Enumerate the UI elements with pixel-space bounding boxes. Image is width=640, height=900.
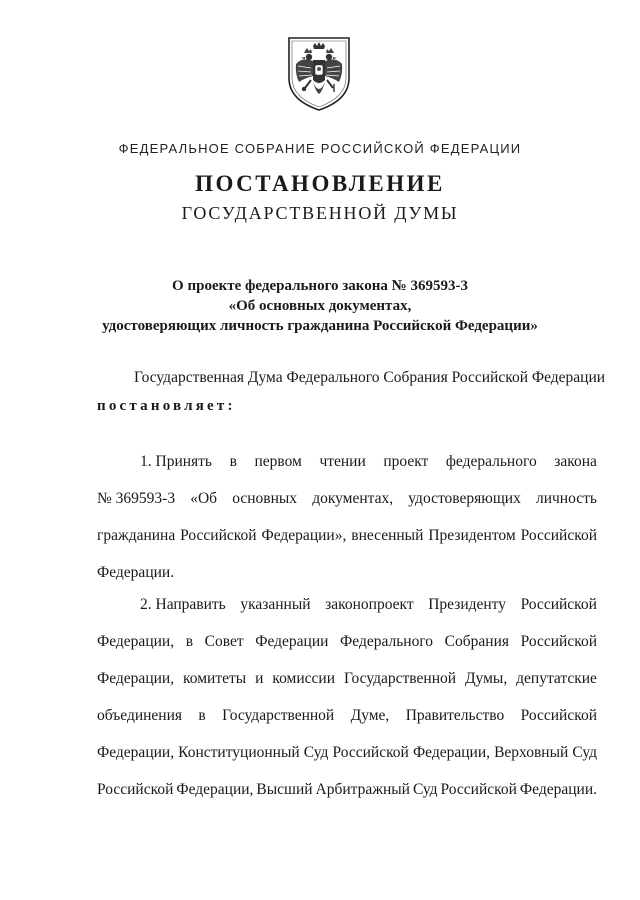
- word: в: [185, 633, 194, 650]
- word: чтении: [319, 453, 366, 470]
- paragraph-line: [97, 595, 597, 632]
- word: закона: [554, 453, 597, 470]
- paragraph-line: [97, 452, 597, 489]
- word: Совет: [204, 633, 244, 650]
- word: документах,: [312, 490, 394, 507]
- word: гражданина: [97, 527, 176, 544]
- word: Собрания: [444, 633, 509, 650]
- word: комитеты: [183, 670, 247, 687]
- word: Суд: [572, 744, 597, 761]
- subject-line: О проекте федерального закона № 369593-3: [172, 278, 468, 294]
- word: Высший: [256, 781, 313, 798]
- word: Федерации,: [97, 670, 175, 687]
- russian-double-headed-eagle-icon: [283, 34, 355, 112]
- word: Федерации: [255, 633, 329, 650]
- word: Федерации.: [97, 564, 175, 581]
- word: комиссии: [272, 670, 335, 687]
- subject-line: удостоверяющих личность гражданина Российской Федерации»: [102, 318, 538, 334]
- word: Российской: [440, 781, 517, 798]
- word: и: [255, 670, 264, 687]
- word: Президенту: [428, 596, 506, 613]
- paragraph-line: [97, 780, 597, 817]
- word: Президентом: [428, 527, 516, 544]
- word: Правительство: [405, 707, 505, 724]
- preamble: Государственная Дума Федерального Собрания Российской Федерации: [134, 369, 606, 386]
- word: Российской: [180, 527, 257, 544]
- word: 1. Принять: [140, 453, 213, 470]
- word: Российской: [520, 527, 597, 544]
- document-type-title: ПОСТАНОВЛЕНИЕ: [195, 171, 445, 196]
- word: депутатские: [516, 670, 597, 687]
- word: первом: [254, 453, 302, 470]
- paragraph-1: [97, 452, 597, 600]
- word: федерального: [445, 453, 537, 470]
- word: Конституционный: [178, 744, 300, 761]
- word: личность: [535, 490, 597, 507]
- word: Федерации»,: [261, 527, 347, 544]
- subject-line: «Об основных документах,: [228, 298, 412, 314]
- word: Государственной: [222, 707, 335, 724]
- word: в: [229, 453, 237, 470]
- word: указанный: [240, 596, 311, 613]
- word: Суд: [303, 744, 329, 761]
- word: Федерации.: [519, 781, 597, 798]
- paragraph-2: [97, 595, 597, 817]
- word: основных: [232, 490, 298, 507]
- paragraph-line: [97, 706, 597, 743]
- word: Федерации,: [412, 744, 491, 761]
- word: Государственной: [343, 670, 457, 687]
- paragraph-line: [97, 669, 597, 706]
- document-subject: [0, 276, 640, 336]
- word: Федерации,: [176, 781, 254, 798]
- paragraph-line: [97, 489, 597, 526]
- resolves-keyword: постановляет:: [97, 398, 236, 414]
- word: законопроект: [325, 596, 414, 613]
- word: Российской: [520, 707, 597, 724]
- word: Федерального: [340, 633, 434, 650]
- paragraph-line: [97, 743, 597, 780]
- word: Российской: [332, 744, 409, 761]
- word: Арбитражный: [315, 781, 410, 798]
- state-emblem: [283, 34, 355, 112]
- word: объединения: [97, 707, 183, 724]
- organization-name: ФЕДЕРАЛЬНОЕ СОБРАНИЕ РОССИЙСКОЙ ФЕДЕРАЦИИ: [118, 141, 522, 156]
- word: 2. Направить: [140, 596, 226, 613]
- word: проект: [383, 453, 429, 470]
- word: в: [198, 707, 206, 724]
- word: Думе,: [350, 707, 390, 724]
- word: Верховный: [494, 744, 569, 761]
- word: удостоверяющих: [408, 490, 521, 507]
- document-type-subtitle: ГОСУДАРСТВЕННОЙ ДУМЫ: [181, 203, 459, 223]
- word: «Об: [190, 490, 218, 507]
- paragraph-line: [97, 526, 597, 563]
- word: Федерации,: [97, 633, 175, 650]
- word: Думы,: [464, 670, 508, 687]
- word: Федерации,: [97, 744, 175, 761]
- paragraph-line: [97, 632, 597, 669]
- word: Суд: [412, 781, 438, 798]
- word: № 369593-3: [97, 490, 176, 507]
- word: Российской: [520, 633, 597, 650]
- word: внесенный: [351, 527, 424, 544]
- word: Российской: [520, 596, 597, 613]
- word: Российской: [97, 781, 174, 798]
